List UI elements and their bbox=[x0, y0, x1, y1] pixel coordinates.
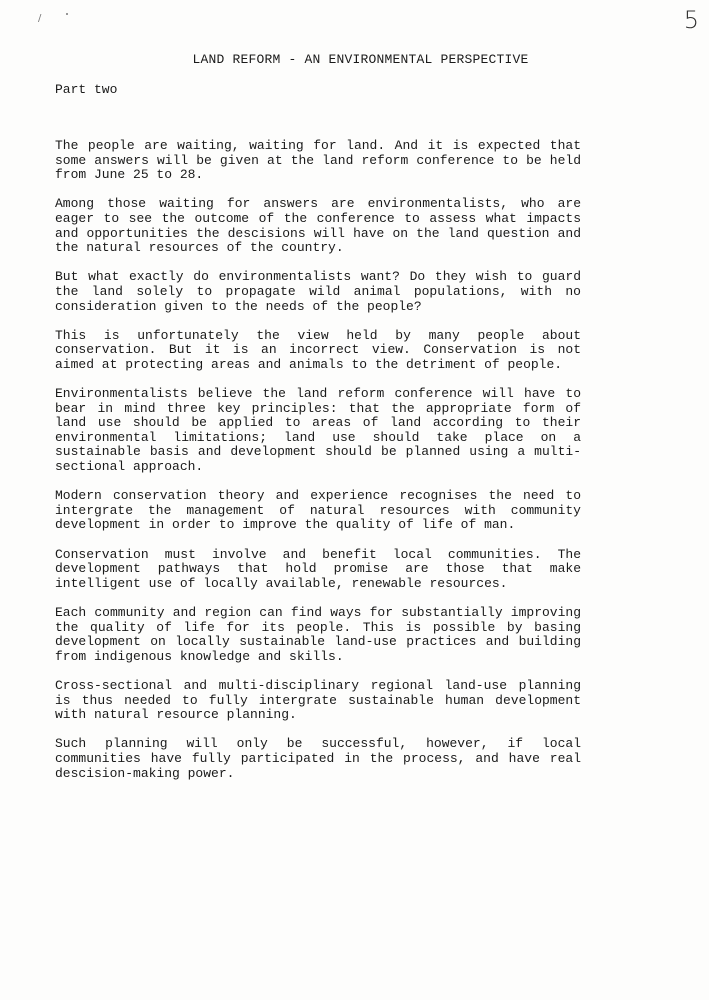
paragraph: Environmentalists believe the land reform conference will have to bear in mind three key principles: that the appropriate form of land use should be applied to areas of land according to their environmental limitations; land use should take place on a sustainable basis and development should be planned using a multi-sectional approach. bbox=[55, 386, 581, 475]
paragraph: This is unfortunately the view held by many people about conservation. But it is an incorrect view. Conservation is not aimed at protecting areas and animals to the detriment of people. bbox=[55, 327, 581, 372]
scan-speck bbox=[66, 13, 68, 15]
paragraph: The people are waiting, waiting for land. And it is expected that some answers will be given at the land reform conference to be held from June 25 to 28. bbox=[55, 138, 581, 183]
paragraph: Each community and region can find ways for substantially improving the quality of life for its people. This is possible by basing development on locally sustainable land-use practices and building from indigenous knowledge and skills. bbox=[55, 605, 581, 664]
document-body bbox=[55, 139, 581, 796]
document-title: LAND REFORM - AN ENVIRONMENTAL PERSPECTIVE bbox=[192, 52, 529, 67]
paragraph: Among those waiting for answers are environmentalists, who are eager to see the outcome of the conference to assess what impacts and opportunities the descisions will have on the land question and the natural resources of the country. bbox=[55, 196, 581, 256]
paragraph: Such planning will only be successful, however, if local communities have fully participated in the process, and have real descision-making power. bbox=[55, 736, 581, 781]
page-number: 5 bbox=[683, 6, 699, 34]
scan-mark: / bbox=[38, 13, 42, 24]
paragraph: Modern conservation theory and experience recognises the need to intergrate the management of natural resources with community development in order to improve the quality of life of man. bbox=[55, 488, 581, 533]
paragraph: Conservation must involve and benefit local communities. The development pathways that hold promise are those that make intelligent use of locally available, renewable resources. bbox=[55, 546, 581, 591]
document-subtitle: Part two bbox=[55, 82, 118, 97]
paragraph: But what exactly do environmentalists want? Do they wish to guard the land solely to propagate wild animal populations, with no consideration given to the needs of the people? bbox=[55, 269, 581, 314]
paragraph: Cross-sectional and multi-disciplinary regional land-use planning is thus needed to fully intergrate sustainable human development with natural resource planning. bbox=[55, 677, 581, 723]
